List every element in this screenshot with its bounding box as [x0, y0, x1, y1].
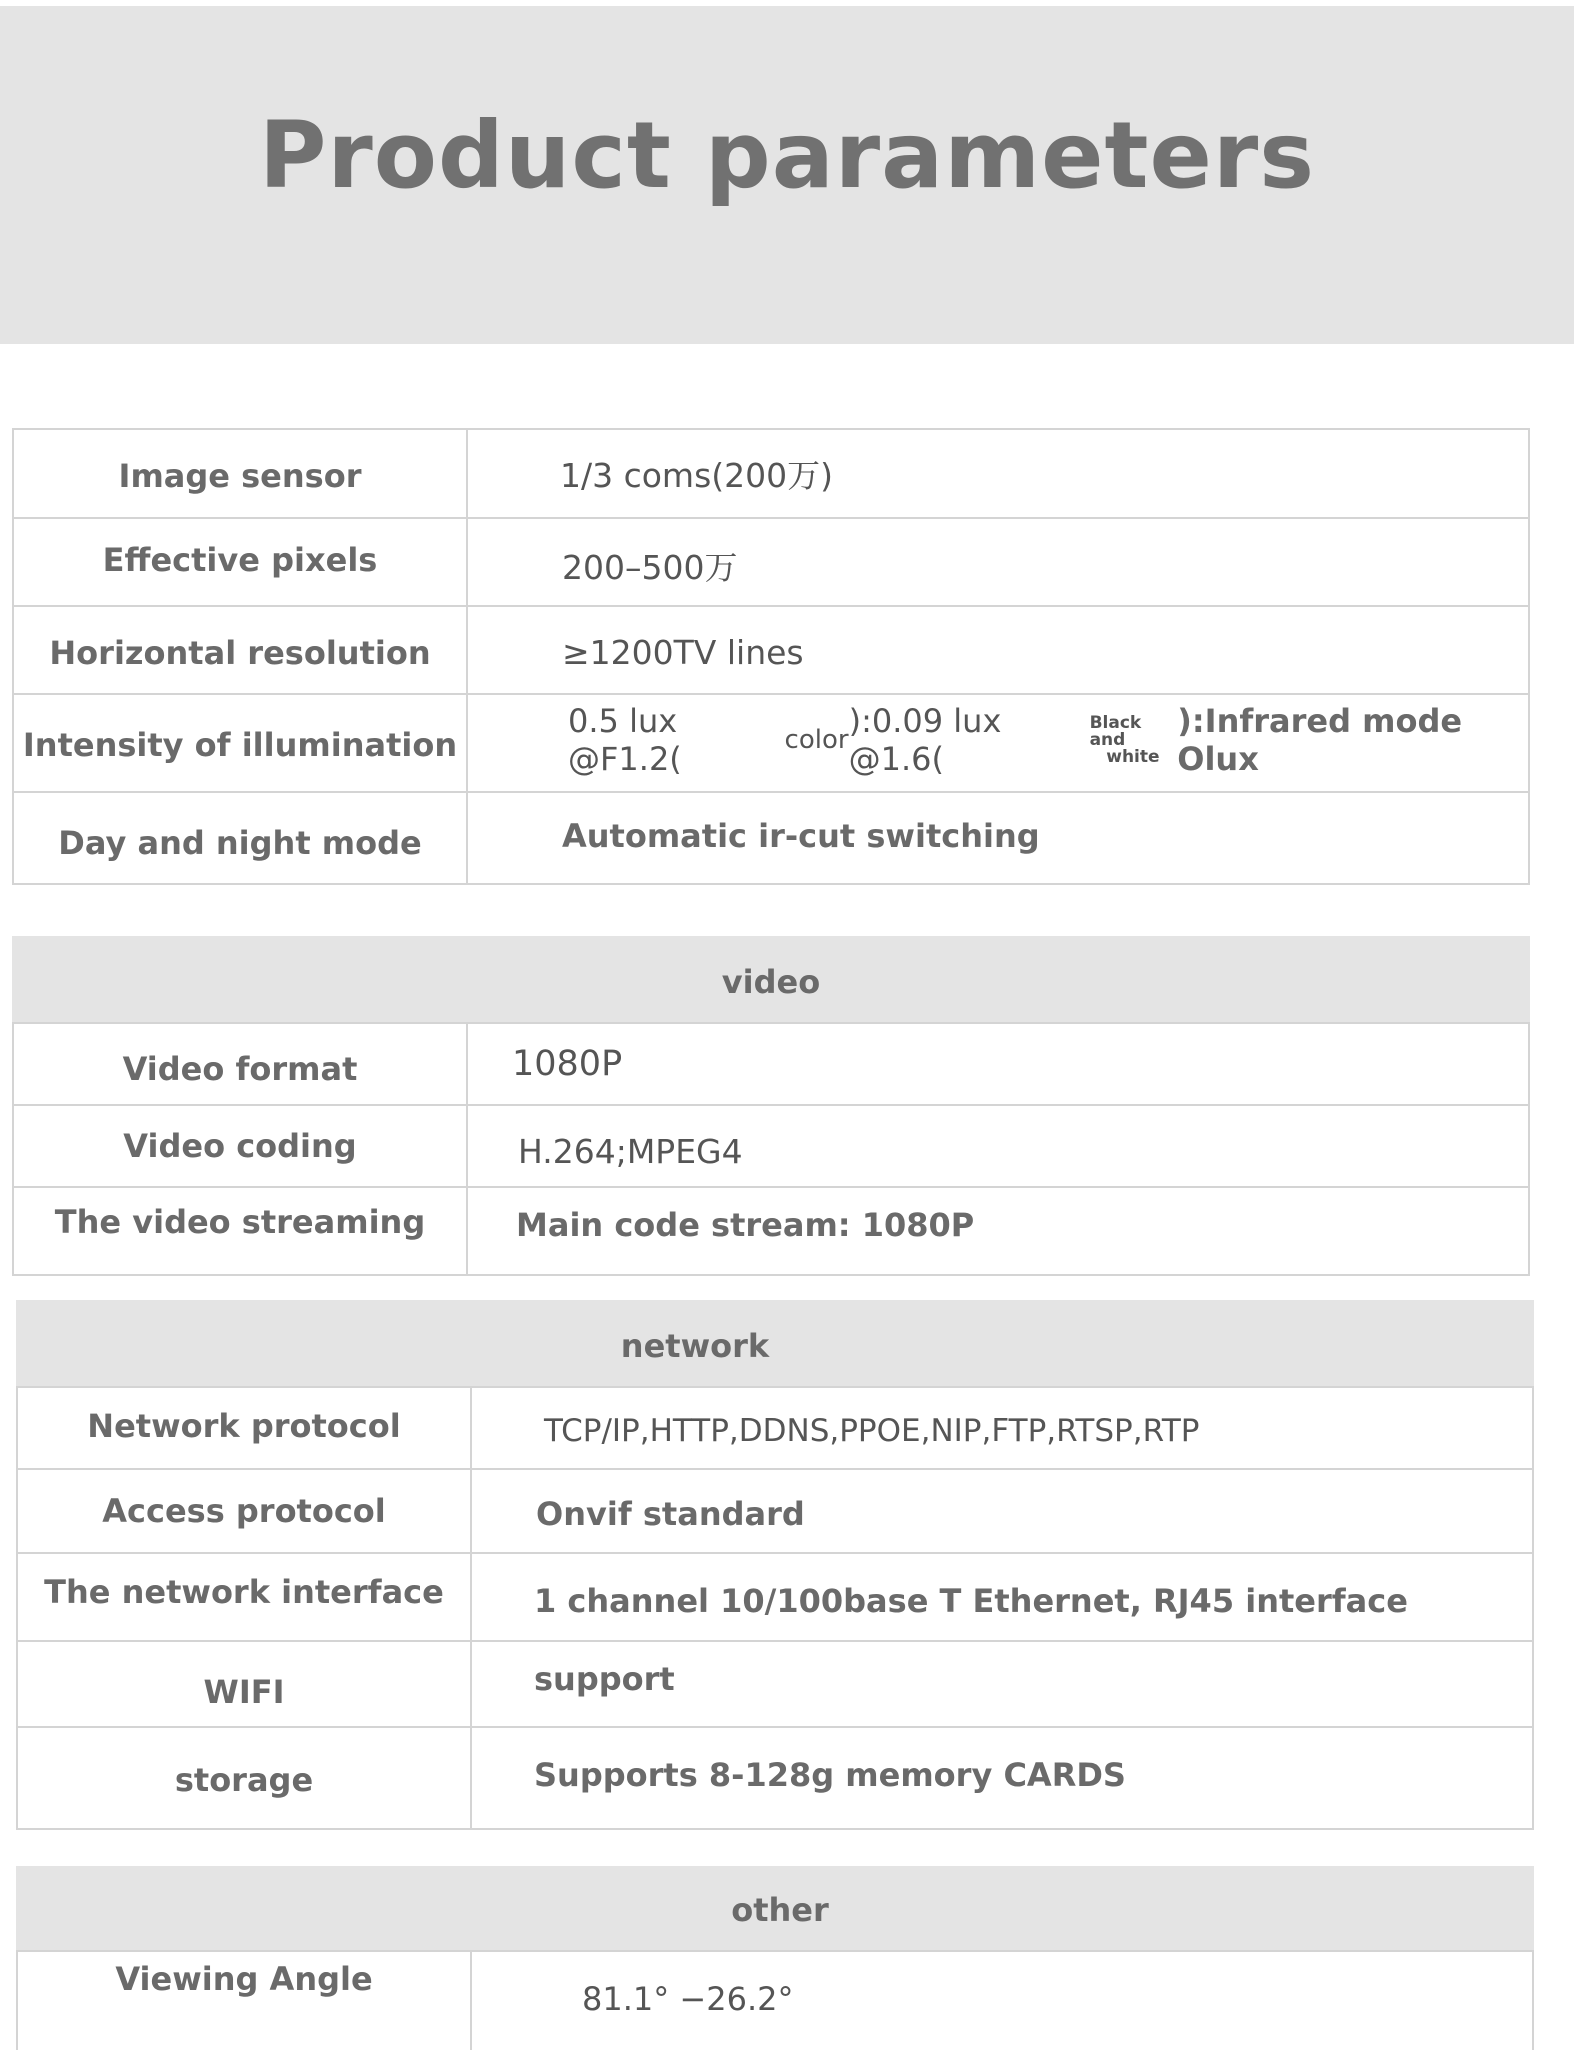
- table-row: [14, 791, 1528, 883]
- table-row: [14, 1186, 1528, 1274]
- network-table: [16, 1300, 1534, 1830]
- row-label: Day and night mode: [14, 793, 468, 883]
- page-title: Product parameters: [258, 101, 1316, 209]
- illum-part3: ):Infrared mode Olux: [1177, 702, 1463, 778]
- row-label: The network interface: [18, 1554, 472, 1640]
- row-value: 1 channel 10/100base T Ethernet, RJ45 interface: [534, 1582, 1408, 1620]
- table-row: [14, 1104, 1528, 1186]
- table-row: [18, 1468, 1532, 1552]
- page-header: [0, 6, 1574, 344]
- row-label: Video format: [14, 1024, 468, 1104]
- row-label: Video coding: [14, 1106, 468, 1186]
- table-row: [18, 1552, 1532, 1640]
- row-value: H.264;MPEG4: [518, 1131, 743, 1171]
- illum-bw-line2: white: [1106, 746, 1160, 767]
- illum-part1: 0.5 lux @F1.2(: [568, 702, 682, 778]
- row-value: support: [534, 1660, 675, 1698]
- section-title-video: video: [12, 936, 1530, 1022]
- row-label: storage: [18, 1728, 472, 1828]
- illum-part2: ):0.09 lux @1.6(: [848, 702, 1002, 778]
- row-value: 81.1° −26.2°: [582, 1980, 794, 2018]
- row-value: Automatic ir-cut switching: [562, 817, 1040, 855]
- table-row: [14, 517, 1528, 605]
- illum-color: color: [784, 725, 849, 755]
- table-row: [14, 605, 1528, 693]
- table-row: [18, 1950, 1532, 2050]
- row-label: Effective pixels: [14, 519, 468, 605]
- row-value: ≥1200TV lines: [562, 632, 804, 672]
- illum-bw: [1089, 712, 1177, 767]
- row-label: Network protocol: [18, 1388, 472, 1468]
- row-label: Viewing Angle: [18, 1952, 472, 2050]
- section-title-network: network: [16, 1300, 1534, 1386]
- row-label: Horizontal resolution: [14, 607, 468, 693]
- table-row: [18, 1726, 1532, 1828]
- row-value: Onvif standard: [536, 1495, 805, 1533]
- row-label: The video streaming: [14, 1188, 468, 1274]
- table-row: [18, 1640, 1532, 1726]
- sensor-table: [12, 428, 1530, 885]
- table-row: [18, 1386, 1532, 1468]
- row-value: 200–500万: [562, 547, 738, 587]
- table-row: [14, 1022, 1528, 1104]
- row-label: Image sensor: [14, 430, 468, 517]
- row-label: Access protocol: [18, 1470, 472, 1552]
- illum-bw-line1: Black and: [1089, 712, 1142, 750]
- row-value: Supports 8-128g memory CARDS: [534, 1756, 1126, 1794]
- table-row: [14, 693, 1528, 791]
- row-label: Intensity of illumination: [14, 695, 468, 791]
- row-value: 1080P: [512, 1044, 623, 1084]
- other-table: [16, 1866, 1534, 2050]
- row-value: TCP/IP,HTTP,DDNS,PPOE,NIP,FTP,RTSP,RTP: [544, 1413, 1200, 1449]
- section-title-other: other: [16, 1866, 1534, 1950]
- row-value: [468, 695, 1528, 791]
- row-label: WIFI: [18, 1642, 472, 1726]
- row-value: 1/3 coms(200万): [560, 456, 834, 495]
- table-row: [14, 430, 1528, 517]
- video-table: [12, 936, 1530, 1276]
- row-value: Main code stream: 1080P: [516, 1206, 975, 1244]
